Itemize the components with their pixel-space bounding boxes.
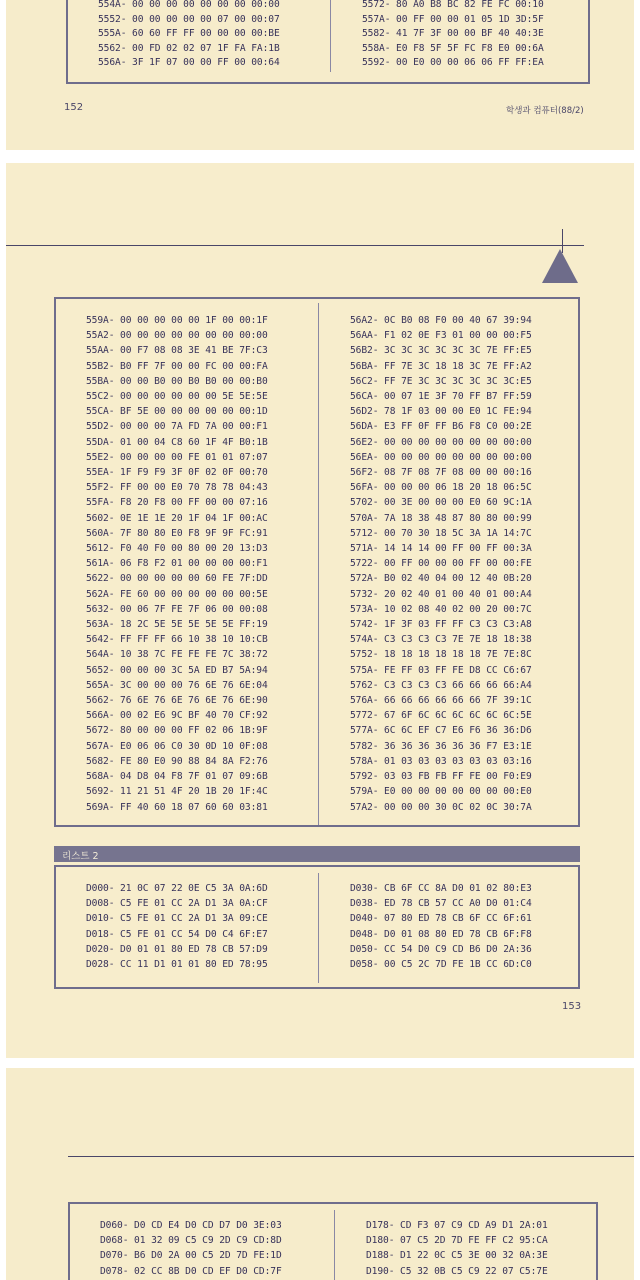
hex-line: 5592- 00 E0 00 00 06 06 FF FF:EA: [362, 57, 544, 68]
hex-line: 576A- 66 66 66 66 66 66 7F 39:1C: [350, 695, 532, 707]
column-right: [366, 1218, 548, 1279]
hex-line: 561A- 06 F8 F2 01 00 00 00 00:F1: [86, 558, 268, 570]
hex-line: D060- D0 CD E4 D0 CD D7 D0 3E:03: [100, 1220, 282, 1231]
page-number: 153: [562, 1001, 582, 1012]
hex-line: 5732- 20 02 40 01 00 40 01 00:A4: [350, 588, 532, 600]
hex-line: 562A- FE 60 00 00 00 00 00 00:5E: [86, 588, 268, 600]
hex-line: D188- D1 22 0C C5 3E 00 32 0A:3E: [366, 1250, 548, 1262]
hex-line: 572A- B0 02 40 04 00 12 40 0B:20: [350, 573, 532, 585]
hex-line: 578A- 01 03 03 03 03 03 03 03:16: [350, 755, 532, 767]
hex-line: D178- CD F3 07 C9 CD A9 D1 2A:01: [366, 1220, 548, 1231]
listing-box-bottom: [68, 1202, 598, 1280]
hex-line: 5612- F0 40 F0 00 80 00 20 13:D3: [86, 543, 268, 555]
hex-line: 55AA- 00 F7 08 08 3E 41 BE 7F:C3: [86, 345, 268, 357]
hex-line: 57A2- 00 00 00 30 0C 02 0C 30:7A: [350, 801, 532, 813]
column-left: [98, 0, 280, 71]
hex-line: D028- CC 11 D1 01 01 80 ED 78:95: [86, 959, 268, 971]
hex-line: 577A- 6C 6C EF C7 E6 F6 36 36:D6: [350, 725, 532, 737]
hex-line: 557A- 00 FF 00 00 01 05 1D 3D:5F: [362, 13, 544, 25]
hex-line: 5652- 00 00 00 3C 5A ED B7 5A:94: [86, 664, 268, 676]
hex-line: 55E2- 00 00 00 00 FE 01 01 07:07: [86, 451, 268, 463]
listing-box-main: [54, 297, 580, 827]
hex-line: 566A- 00 02 E6 9C BF 40 70 CF:92: [86, 710, 268, 722]
hex-line: 568A- 04 D8 04 F8 7F 01 07 09:6B: [86, 771, 268, 783]
hex-line: 5552- 00 00 00 00 00 07 00 00:07: [98, 13, 280, 25]
hex-line: 5752- 18 18 18 18 18 18 7E 7E:8C: [350, 649, 532, 661]
hex-line: 555A- 60 60 FF FF 00 00 00 00:BE: [98, 28, 280, 39]
hex-line: D070- B6 D0 2A 00 C5 2D 7D FE:1D: [100, 1250, 282, 1262]
hex-line: 558A- E0 F8 5F 5F FC F8 E0 00:6A: [362, 42, 544, 54]
running-title: 학생과 컴퓨터(88/2): [506, 106, 584, 116]
column-right: [350, 881, 532, 972]
hex-line: 574A- C3 C3 C3 C3 7E 7E 18 18:38: [350, 634, 532, 646]
hex-line: 56F2- 08 7F 08 7F 08 00 00 00:16: [350, 467, 532, 479]
hex-line: 5662- 76 6E 76 6E 76 6E 76 6E:90: [86, 695, 268, 707]
hex-line: 55CA- BF 5E 00 00 00 00 00 00:1D: [86, 406, 268, 418]
page-153: [6, 163, 634, 1058]
hex-line: 579A- E0 00 00 00 00 00 00 00:E0: [350, 786, 532, 798]
hex-line: 5682- FE 80 E0 90 88 84 8A F2:76: [86, 755, 268, 767]
hex-line: 55F2- FF 00 00 E0 70 78 78 04:43: [86, 482, 268, 494]
column-divider: [318, 873, 319, 983]
hex-line: D048- D0 01 08 80 ED 78 CB 6F:F8: [350, 928, 532, 940]
hex-line: 5782- 36 36 36 36 36 36 F7 E3:1E: [350, 740, 532, 752]
column-right: [350, 313, 532, 815]
hex-line: 5702- 00 3E 00 00 00 E0 60 9C:1A: [350, 497, 532, 509]
hex-line: 56AA- F1 02 0E F3 01 00 00 00:F5: [350, 330, 532, 342]
hex-line: 5672- 80 00 00 00 FF 02 06 1B:9F: [86, 725, 268, 737]
hex-line: 5582- 41 7F 3F 00 00 BF 40 40:3E: [362, 28, 544, 39]
hex-line: 5572- 80 A0 B8 BC 82 FE FC 00:10: [362, 0, 544, 10]
hex-line: 556A- 3F 1F 07 00 00 FF 00 00:64: [98, 57, 280, 68]
hex-line: 56CA- 00 07 1E 3F 70 FF B7 FF:59: [350, 391, 532, 403]
column-left: [86, 313, 268, 815]
hex-line: D068- 01 32 09 C5 C9 2D C9 CD:8D: [100, 1235, 282, 1247]
hex-line: 56C2- FF 7E 3C 3C 3C 3C 3C 3C:E5: [350, 375, 532, 387]
hex-line: 56B2- 3C 3C 3C 3C 3C 3C 7E FF:E5: [350, 345, 532, 357]
hex-line: D038- ED 78 CB 57 CC A0 D0 01:C4: [350, 898, 532, 910]
hex-line: 571A- 14 14 14 00 FF 00 FF 00:3A: [350, 543, 532, 555]
header-rule: [6, 245, 584, 246]
hex-line: 554A- 00 00 00 00 00 00 00 00:00: [98, 0, 280, 10]
hex-line: 565A- 3C 00 00 00 76 6E 76 6E:04: [86, 679, 268, 691]
listing-box-top: [66, 0, 590, 84]
hex-line: D018- C5 FE 01 CC 54 D0 C4 6F:E7: [86, 928, 268, 940]
hex-line: 5692- 11 21 51 4F 20 1B 20 1F:4C: [86, 786, 268, 798]
hex-line: 56A2- 0C B0 08 F0 00 40 67 39:94: [350, 315, 532, 326]
hex-line: 56FA- 00 00 00 06 18 20 18 06:5C: [350, 482, 532, 494]
triangle-icon: [540, 247, 580, 285]
hex-line: 5632- 00 06 7F FE 7F 06 00 00:08: [86, 603, 268, 615]
hex-line: 56DA- E3 FF 0F FF B6 F8 C0 00:2E: [350, 421, 532, 433]
hex-line: D008- C5 FE 01 CC 2A D1 3A 0A:CF: [86, 898, 268, 910]
column-right: [362, 0, 544, 71]
hex-line: D190- C5 32 0B C5 C9 22 07 C5:7E: [366, 1265, 548, 1277]
hex-line: 567A- E0 06 06 C0 30 0D 10 0F:08: [86, 740, 268, 752]
listing-2-header: [54, 846, 580, 862]
page-154: [6, 1068, 634, 1280]
hex-line: 5792- 03 03 FB FB FF FE 00 F0:E9: [350, 771, 532, 783]
hex-line: 5622- 00 00 00 00 00 60 FE 7F:DD: [86, 573, 268, 585]
hex-line: D180- 07 C5 2D 7D FE FF C2 95:CA: [366, 1235, 548, 1247]
hex-line: 560A- 7F 80 80 E0 F8 9F 9F FC:91: [86, 527, 268, 539]
hex-line: 575A- FE FF 03 FF FE D8 CC C6:67: [350, 664, 532, 676]
hex-line: 569A- FF 40 60 18 07 60 60 03:81: [86, 801, 268, 813]
hex-line: 5742- 1F 3F 03 FF FF C3 C3 C3:A8: [350, 619, 532, 631]
hex-line: D010- C5 FE 01 CC 2A D1 3A 09:CE: [86, 913, 268, 925]
hex-line: 563A- 18 2C 5E 5E 5E 5E 5E FF:19: [86, 619, 268, 631]
hex-line: 5562- 00 FD 02 02 07 1F FA FA:1B: [98, 42, 280, 54]
hex-line: 55C2- 00 00 00 00 00 00 5E 5E:5E: [86, 391, 268, 403]
column-divider: [330, 0, 331, 72]
column-divider: [334, 1210, 335, 1280]
page-number: 152: [64, 102, 84, 113]
hex-line: 55FA- F8 20 F8 00 FF 00 00 07:16: [86, 497, 268, 509]
hex-line: 5762- C3 C3 C3 C3 66 66 66 66:A4: [350, 679, 532, 691]
column-left: [86, 881, 268, 972]
hex-line: 56EA- 00 00 00 00 00 00 00 00:00: [350, 451, 532, 463]
hex-line: 5772- 67 6F 6C 6C 6C 6C 6C 6C:5E: [350, 710, 532, 722]
hex-line: D078- 02 CC 8B D0 CD EF D0 CD:7F: [100, 1265, 282, 1277]
hex-line: D020- D0 01 01 80 ED 78 CB 57:D9: [86, 943, 268, 955]
triangle-mark: [542, 249, 578, 283]
hex-line: 5602- 0E 1E 1E 20 1F 04 1F 00:AC: [86, 512, 268, 524]
hex-line: 56D2- 78 1F 03 00 00 E0 1C FE:94: [350, 406, 532, 418]
hex-line: D030- CB 6F CC 8A D0 01 02 80:E3: [350, 883, 532, 894]
hex-line: 55BA- 00 00 B0 00 B0 B0 00 00:B0: [86, 375, 268, 387]
hex-line: D050- CC 54 D0 C9 CD B6 D0 2A:36: [350, 943, 532, 955]
listing-box-2: [54, 865, 580, 989]
hex-line: 570A- 7A 18 38 48 87 80 80 00:99: [350, 512, 532, 524]
hex-line: 5642- FF FF FF 66 10 38 10 10:CB: [86, 634, 268, 646]
hex-line: 55D2- 00 00 00 7A FD 7A 00 00:F1: [86, 421, 268, 433]
hex-line: D058- 00 C5 2C 7D FE 1B CC 6D:C0: [350, 959, 532, 971]
hex-line: 564A- 10 38 7C FE FE FE 7C 38:72: [86, 649, 268, 661]
listing-2-label: 리스트 2: [62, 851, 99, 862]
hex-line: 55A2- 00 00 00 00 00 00 00 00:00: [86, 330, 268, 342]
hex-line: 573A- 10 02 08 40 02 00 20 00:7C: [350, 603, 532, 615]
hex-line: 5712- 00 70 30 18 5C 3A 1A 14:7C: [350, 527, 532, 539]
column-divider: [318, 303, 319, 825]
hex-line: 55DA- 01 00 04 C8 60 1F 4F B0:1B: [86, 436, 268, 448]
hex-line: 55B2- B0 FF 7F 00 00 FC 00 00:FA: [86, 360, 268, 372]
hex-line: 559A- 00 00 00 00 00 1F 00 00:1F: [86, 315, 268, 326]
hex-line: D000- 21 0C 07 22 0E C5 3A 0A:6D: [86, 883, 268, 894]
hex-line: 56BA- FF 7E 3C 18 18 3C 7E FF:A2: [350, 360, 532, 372]
column-left: [100, 1218, 282, 1279]
hex-line: 56E2- 00 00 00 00 00 00 00 00:00: [350, 436, 532, 448]
hex-line: 55EA- 1F F9 F9 3F 0F 02 0F 00:70: [86, 467, 268, 479]
page-152: [6, 0, 634, 150]
hex-line: 5722- 00 FF 00 00 00 FF 00 00:FE: [350, 558, 532, 570]
header-rule: [68, 1156, 634, 1157]
hex-line: D040- 07 80 ED 78 CB 6F CC 6F:61: [350, 913, 532, 925]
